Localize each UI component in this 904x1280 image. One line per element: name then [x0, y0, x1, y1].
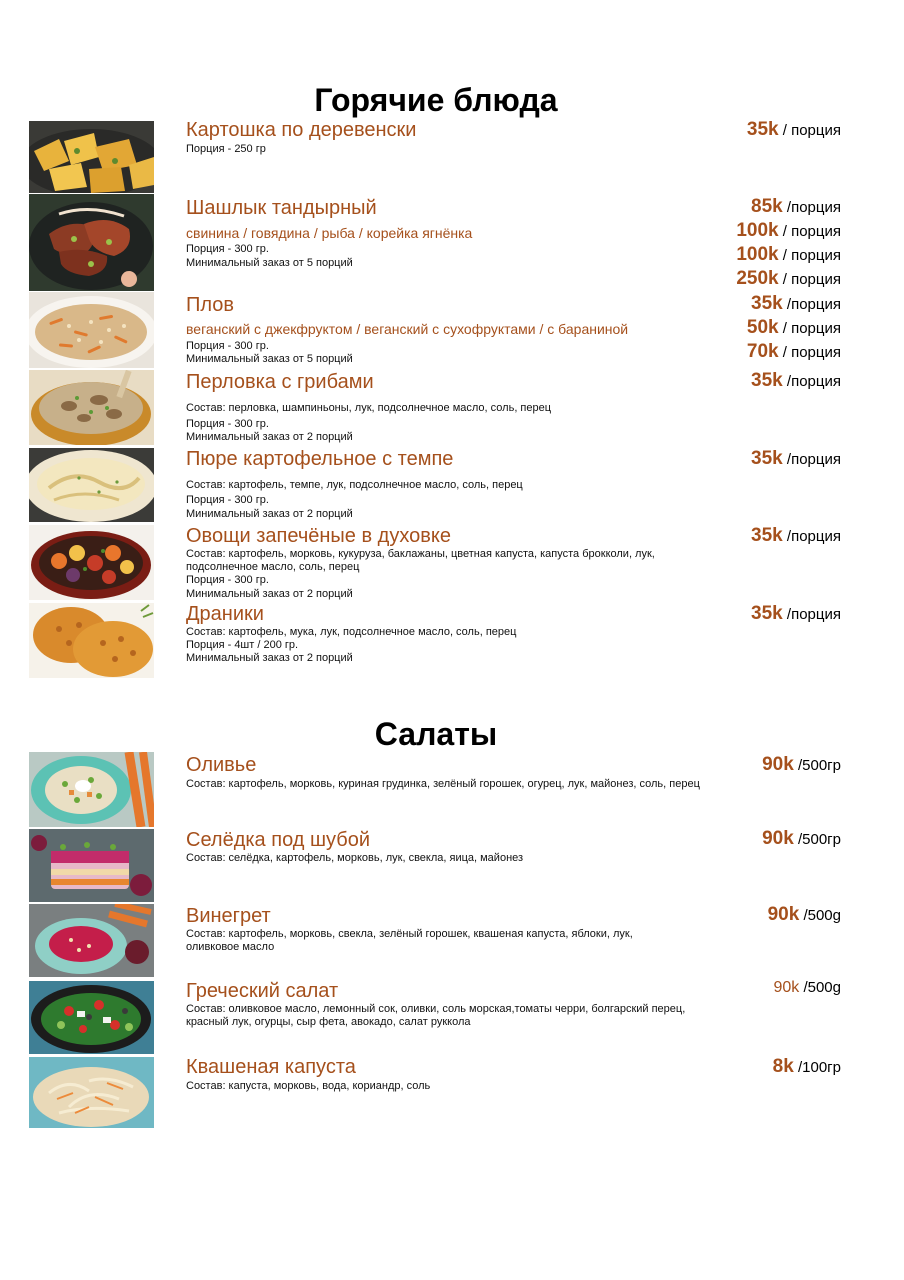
dish-name: Греческий салат	[186, 980, 339, 1002]
price-unit: /500g	[799, 979, 841, 996]
price-amount: 90k	[762, 754, 794, 775]
price	[751, 293, 841, 316]
price	[747, 119, 841, 142]
price-amount: 250k	[736, 268, 779, 289]
price-unit: /порция	[782, 296, 841, 313]
herring-under-fur-coat-photo	[29, 829, 154, 902]
dish-ingredients: Состав: оливковое масло, лемонный сок, оливки, соль морская,томаты черри, болгарский перец, красный лук, огурцы, сыр фета, авокадо, салат руккола	[186, 1003, 686, 1028]
greek-salad-photo	[29, 981, 154, 1054]
dish-ingredients: Состав: селёдка, картофель, морковь, лук, свекла, яица, майонез	[186, 852, 524, 864]
dish-name: Картошка по деревенски	[186, 119, 417, 141]
baked-vegetables-photo	[29, 525, 154, 600]
price-amount: 35k	[751, 293, 783, 314]
price	[751, 525, 841, 548]
price	[773, 977, 841, 999]
price	[747, 341, 841, 364]
price-unit: /порция	[782, 373, 841, 390]
price-unit: /500гр	[793, 757, 841, 774]
dish-ingredients: Состав: капуста, морковь, вода, кориандр, соль	[186, 1080, 431, 1092]
price-amount: 100k	[736, 244, 779, 265]
price	[751, 196, 841, 219]
draniki-photo	[29, 603, 154, 678]
potato-wedges-photo	[29, 121, 154, 193]
price-unit: /порция	[782, 606, 841, 623]
price	[768, 904, 841, 927]
dish-name: Винегрет	[186, 905, 271, 927]
price-amount: 90k	[773, 979, 800, 996]
dish-min-order: Минимальный заказ от 2 порций	[186, 508, 353, 520]
dish-name: Пюре картофельное с темпе	[186, 448, 454, 470]
dish-min-order: Минимальный заказ от 5 порций	[186, 257, 353, 269]
dish-min-order: Минимальный заказ от 5 порций	[186, 353, 353, 365]
dish-variants: свинина / говядина / рыба / корейка ягнёнка	[186, 225, 473, 241]
dish-variants: веганский с джекфруктом / веганский с сухофруктами / с бараниной	[186, 321, 629, 337]
price-amount: 35k	[746, 119, 779, 140]
section-title-hot-dishes: Горячие блюда	[314, 82, 558, 118]
price-unit: / порция	[778, 247, 841, 264]
price	[773, 1056, 841, 1079]
price-amount: 35k	[751, 448, 783, 469]
dish-ingredients: Состав: картофель, морковь, свекла, зелёный горошек, квашеная капуста, яблоки, лук, оливковое масло	[186, 928, 633, 953]
mashed-potato-photo	[29, 448, 154, 522]
price-unit: /500гр	[793, 831, 841, 848]
price-amount: 35k	[751, 525, 783, 546]
dish-portion: Порция - 300 гр.	[186, 574, 269, 586]
price	[751, 370, 841, 393]
dish-ingredients: Состав: картофель, морковь, куриная грудинка, зелёный горошек, огурец, лук, майонез, соль, перец	[186, 778, 700, 790]
section-title-salads: Салаты	[374, 716, 498, 752]
dish-portion: Порция - 300 гр.	[186, 243, 269, 255]
price-amount: 70k	[746, 341, 779, 362]
dish-name: Селёдка под шубой	[186, 829, 370, 851]
dish-name: Оливье	[186, 754, 257, 776]
dish-name: Плов	[186, 294, 235, 316]
price	[751, 603, 841, 626]
olivier-photo	[29, 752, 154, 827]
price-amount: 85k	[751, 196, 783, 217]
dish-portion: Порция - 4шт / 200 гр.	[186, 639, 299, 651]
price-unit: /порция	[782, 451, 841, 468]
dish-name: Шашлык тандырный	[186, 197, 377, 219]
dish-name: Драники	[186, 603, 264, 625]
price-unit: /100гр	[793, 1059, 841, 1076]
dish-portion: Порция - 250 гр	[186, 143, 266, 155]
dish-ingredients: Состав: перловка, шампиньоны, лук, подсолнечное масло, соль, перец	[186, 402, 552, 414]
price	[747, 317, 841, 340]
price-amount: 90k	[762, 828, 794, 849]
price-unit: /500g	[799, 907, 841, 924]
dish-min-order: Минимальный заказ от 2 порций	[186, 431, 353, 443]
price-unit: / порция	[778, 271, 841, 288]
dish-min-order: Минимальный заказ от 2 порций	[186, 588, 353, 600]
dish-ingredients: Состав: картофель, морковь, кукуруза, баклажаны, цветная капуста, капуста брокколи, лук, подсолнечное масло, соль, перец	[186, 548, 655, 573]
dish-portion: Порция - 300 гр.	[186, 418, 269, 430]
price	[736, 244, 841, 267]
price-unit: /порция	[782, 528, 841, 545]
price-unit: /порция	[782, 199, 841, 216]
shashlik-photo	[29, 194, 154, 291]
price-amount: 8k	[772, 1056, 794, 1077]
price	[751, 448, 841, 471]
dish-name: Овощи запечёные в духовке	[186, 525, 451, 547]
price-unit: / порция	[778, 320, 841, 337]
dish-min-order: Минимальный заказ от 2 порций	[186, 652, 353, 664]
price	[736, 220, 841, 243]
price-unit: / порция	[778, 223, 841, 240]
dish-portion: Порция - 300 гр.	[186, 494, 269, 506]
price-amount: 50k	[746, 317, 779, 338]
plov-photo	[29, 292, 154, 368]
dish-ingredients: Состав: картофель, мука, лук, подсолнечное масло, соль, перец	[186, 626, 517, 638]
dish-name: Перловка с грибами	[186, 371, 374, 393]
dish-portion: Порция - 300 гр.	[186, 340, 269, 352]
dish-name: Квашеная капуста	[186, 1056, 356, 1078]
price-unit: / порция	[778, 122, 841, 139]
price	[762, 828, 841, 851]
price	[762, 754, 841, 777]
price-amount: 90k	[767, 904, 800, 925]
sauerkraut-photo	[29, 1057, 154, 1128]
price-amount: 35k	[751, 370, 783, 391]
dish-ingredients: Состав: картофель, темпе, лук, подсолнечное масло, соль, перец	[186, 479, 523, 491]
price-amount: 35k	[751, 603, 783, 624]
price-amount: 100k	[736, 220, 779, 241]
price	[736, 268, 841, 291]
barley-mushroom-photo	[29, 370, 154, 445]
price-unit: / порция	[778, 344, 841, 361]
vinaigrette-photo	[29, 904, 154, 977]
